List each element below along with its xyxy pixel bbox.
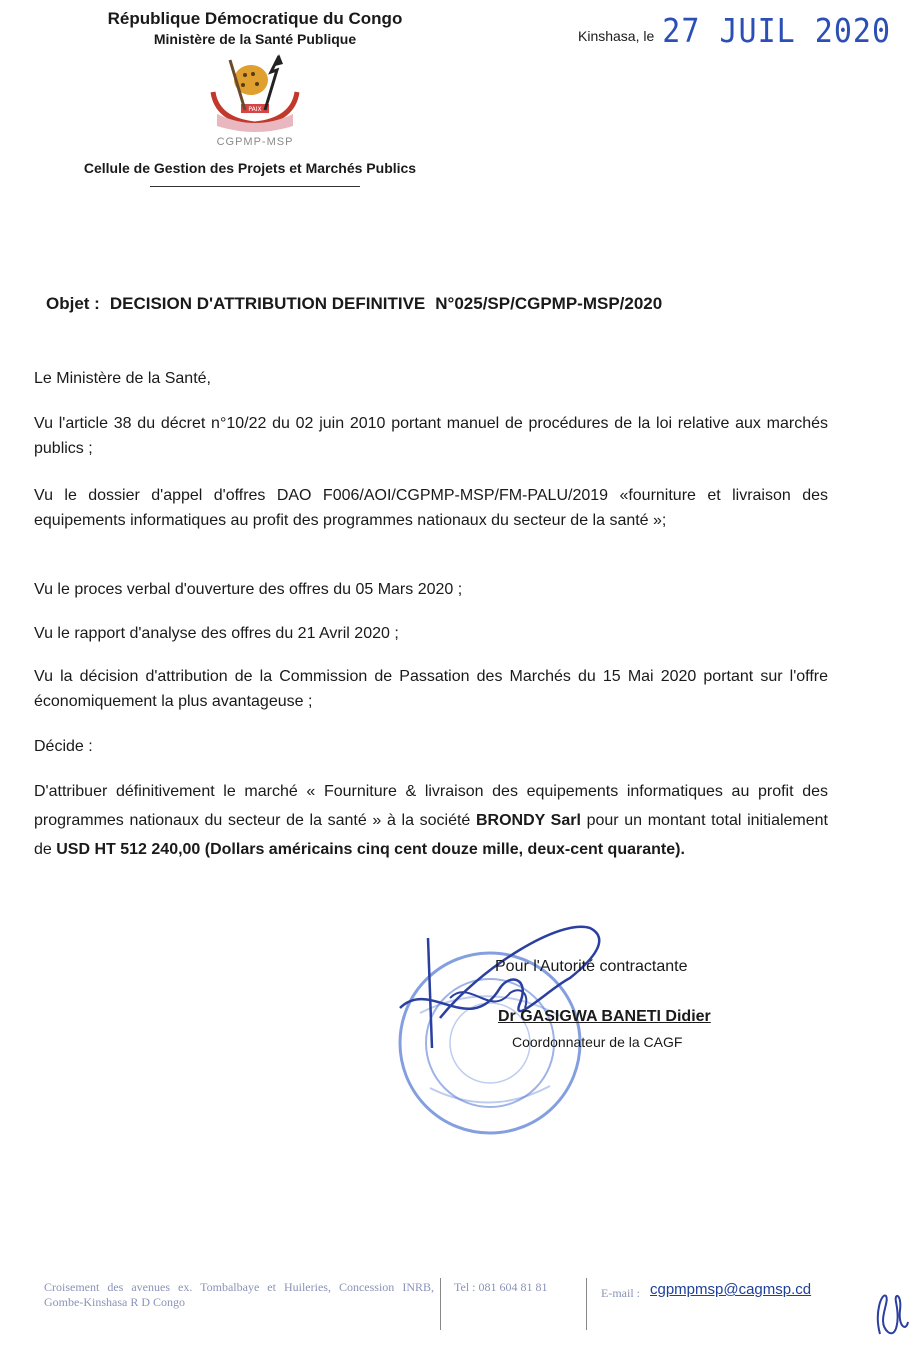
decision-text: D'attribuer définitivement le marché « Fourniture & livraison des equipements informatiques au profit des programmes nationaux du secteur de la santé » à la société bbox=[34, 783, 828, 829]
footer-divider bbox=[440, 1278, 441, 1330]
signer-name: Dr GASIGWA BANETI Didier bbox=[498, 1008, 711, 1025]
decision-end-punctuation: . bbox=[680, 841, 685, 858]
header-divider bbox=[150, 186, 360, 187]
subject-line bbox=[46, 294, 662, 314]
subject-label: Objet : bbox=[46, 294, 100, 313]
consideration-paragraph: Vu la décision d'attribution de la Commission de Passation des Marchés du 15 Mai 2020 portant sur l'offre économiquement la plus avantageuse ; bbox=[34, 668, 828, 710]
date-line bbox=[578, 14, 891, 49]
decision-paragraph bbox=[34, 777, 828, 864]
signer-title: Coordonnateur de la CAGF bbox=[512, 1034, 683, 1050]
decides-heading: Décide : bbox=[34, 738, 93, 755]
country-name: République Démocratique du Congo bbox=[107, 9, 403, 28]
company-name: BRONDY Sarl bbox=[475, 812, 581, 829]
organization-acronym: CGPMP-MSP bbox=[216, 136, 294, 148]
footer-divider bbox=[586, 1278, 587, 1330]
coat-of-arms-emblem bbox=[195, 52, 315, 132]
footer-email-label: E-mail : bbox=[601, 1286, 640, 1300]
footer-address: Croisement des avenues ex. Tombalbaye et Huileries, Concession INRB, Gombe-Kinshasa R D Congo bbox=[44, 1280, 434, 1309]
footer bbox=[36, 1278, 846, 1330]
date-city: Kinshasa, le bbox=[578, 28, 655, 44]
contract-amount: USD HT 512 240,00 (Dollars américains cinq cent douze mille, deux-cent quarante) bbox=[56, 841, 681, 858]
handwritten-initials bbox=[866, 1282, 910, 1342]
consideration-paragraph: Vu le dossier d'appel d'offres DAO F006/AOI/CGPMP-MSP/FM-PALU/2019 «fourniture et livraison des equipements informatiques au profit des programmes nationaux du secteur de la santé »; bbox=[34, 487, 828, 529]
emblem-banner: PAIX bbox=[248, 106, 262, 113]
letterhead bbox=[60, 8, 450, 48]
decision-text-amount-intro: pour un montant total initialement de bbox=[34, 812, 829, 858]
contracting-authority: Pour l'Autorité contractante bbox=[495, 958, 688, 975]
decision-number: N°025/SP/CGPMP-MSP/2020 bbox=[435, 294, 663, 313]
intro-paragraph: Le Ministère de la Santé, bbox=[34, 370, 211, 387]
official-stamp-with-signature bbox=[360, 918, 630, 1148]
subject-title: DECISION D'ATTRIBUTION DEFINITIVE bbox=[109, 294, 426, 313]
date-stamp: 27 JUIL 2020 bbox=[662, 12, 892, 51]
consideration-paragraph: Vu le rapport d'analyse des offres du 21 Avril 2020 ; bbox=[34, 625, 399, 642]
ministry-name: Ministère de la Santé Publique bbox=[153, 31, 357, 47]
cell-name: Cellule de Gestion des Projets et Marchés Publics bbox=[83, 160, 417, 176]
consideration-paragraph: Vu l'article 38 du décret n°10/22 du 02 juin 2010 portant manuel de procédures de la loi relative aux marchés publics ; bbox=[34, 415, 828, 457]
footer-phone: Tel : 081 604 81 81 bbox=[454, 1280, 548, 1294]
footer-email-link[interactable]: cgpmpmsp@cagmsp.cd bbox=[650, 1281, 812, 1298]
consideration-paragraph: Vu le proces verbal d'ouverture des offres du 05 Mars 2020 ; bbox=[34, 581, 463, 598]
